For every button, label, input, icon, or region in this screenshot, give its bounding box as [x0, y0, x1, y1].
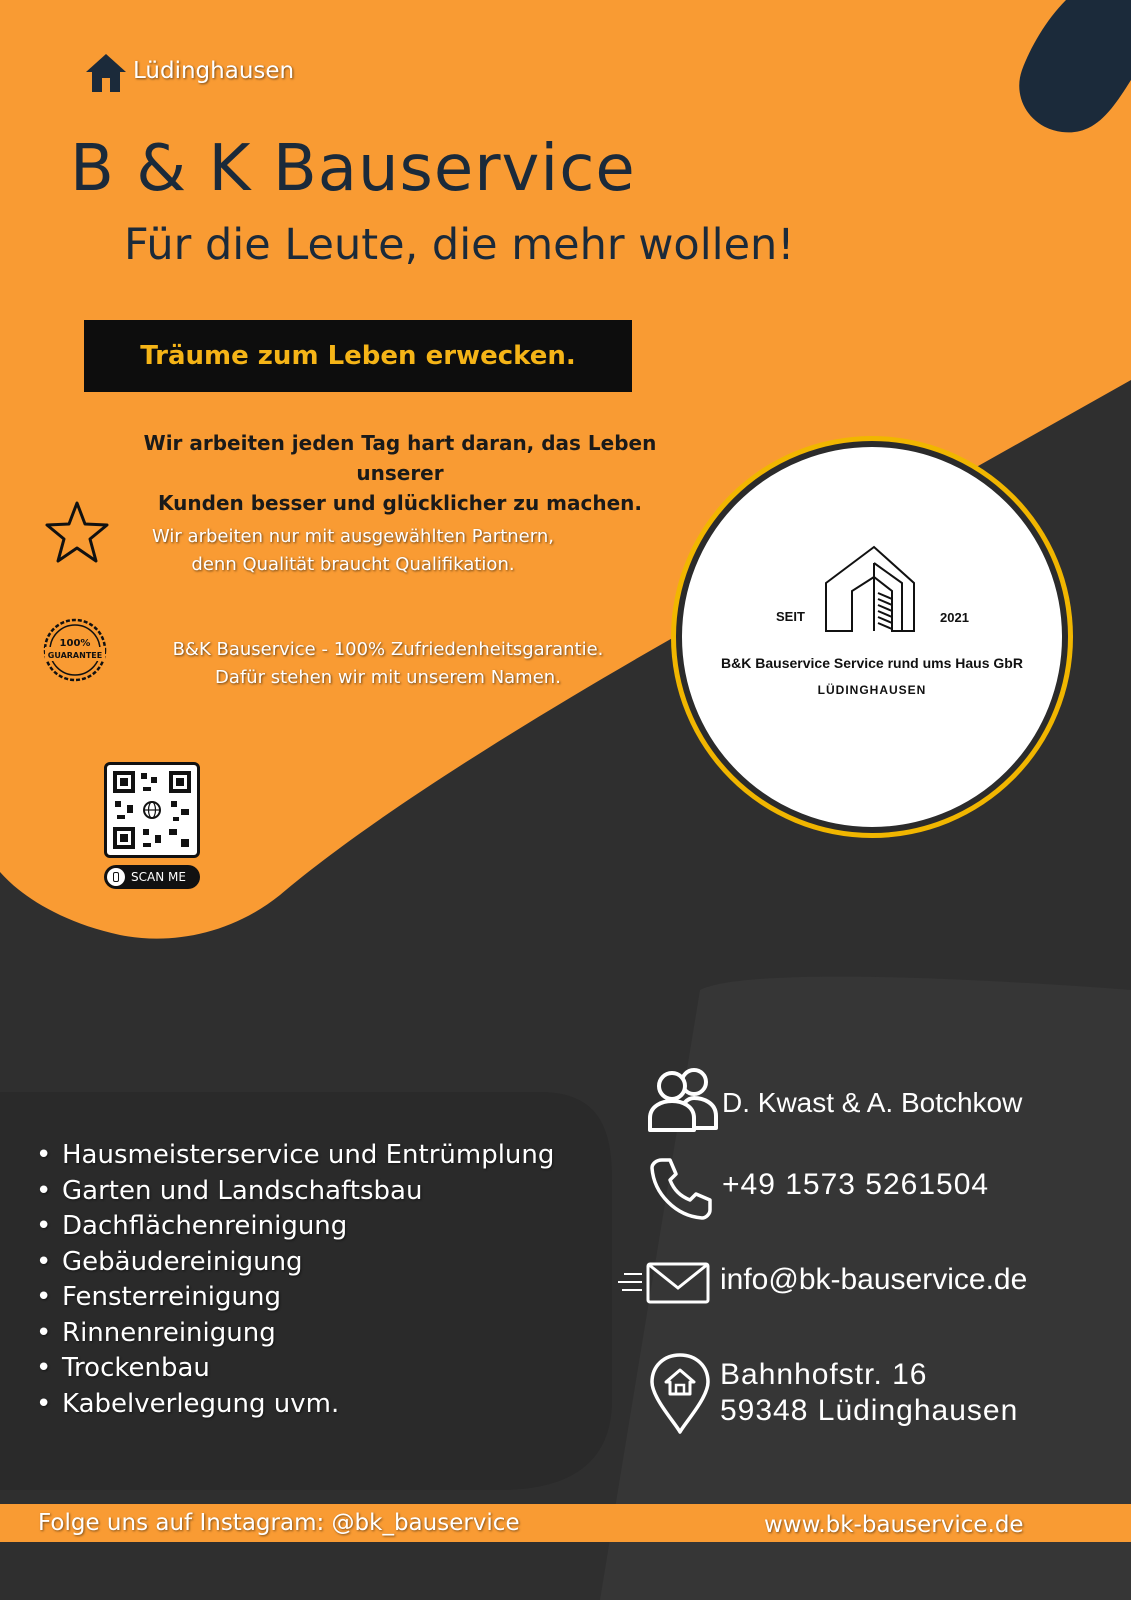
- contact-email[interactable]: info@bk-bauservice.de: [720, 1263, 1028, 1296]
- qr-code-pattern: [107, 765, 197, 855]
- location-pin-icon: [648, 1352, 712, 1436]
- feature-partners: [118, 523, 588, 579]
- guarantee-badge-icon: [42, 617, 108, 683]
- star-icon: [44, 500, 110, 564]
- bullet-icon: •: [36, 1282, 52, 1312]
- page-subtitle: Für die Leute, die mehr wollen!: [124, 220, 795, 270]
- badge-top-text: 100%: [59, 638, 91, 649]
- email-icon: [618, 1262, 712, 1304]
- service-label: Kabelverlegung uvm.: [62, 1388, 340, 1419]
- people-icon: [646, 1066, 720, 1132]
- services-list: [36, 1138, 554, 1422]
- feature-guarantee-line-2: Dafür stehen wir mit unserem Namen.: [215, 667, 561, 688]
- home-icon: [84, 52, 128, 94]
- service-label: Rinnenreinigung: [62, 1317, 276, 1348]
- address-city: 59348 Lüdinghausen: [720, 1394, 1019, 1427]
- scan-me-text: SCAN ME: [131, 870, 186, 884]
- bullet-icon: •: [36, 1246, 52, 1277]
- seal-since: SEIT: [776, 609, 805, 624]
- feature-partners-line-2: denn Qualität braucht Qualifikation.: [191, 554, 515, 575]
- address-street: Bahnhofstr. 16: [720, 1358, 928, 1391]
- slogan-text: Träume zum Leben erwecken.: [140, 341, 576, 371]
- slogan-banner: [84, 320, 632, 392]
- scan-me-label: [104, 865, 200, 889]
- contact-names: D. Kwast & A. Botchkow: [722, 1087, 1023, 1118]
- service-label: Dachflächenreinigung: [62, 1211, 348, 1241]
- list-item: [36, 1174, 554, 1210]
- list-item: [36, 1387, 554, 1423]
- seal-city: LÜDINGHAUSEN: [817, 683, 927, 697]
- location-label: Lüdinghausen: [133, 58, 295, 84]
- page-title: B & K Bauservice: [70, 132, 636, 206]
- feature-guarantee-line-1: B&K Bauservice - 100% Zufriedenheitsgarantie.: [172, 639, 604, 660]
- service-label: Fensterreinigung: [62, 1282, 281, 1312]
- list-item: [36, 1209, 554, 1245]
- list-item: [36, 1316, 554, 1352]
- bullet-icon: •: [36, 1175, 52, 1206]
- phone-scan-icon: [107, 868, 125, 886]
- intro-line-1: Wir arbeiten jeden Tag hart daran, das Leben unserer: [143, 431, 657, 485]
- contact-phone[interactable]: +49 1573 5261504: [722, 1168, 990, 1201]
- feature-guarantee: [118, 636, 658, 692]
- instagram-link[interactable]: Folge uns auf Instagram: @bk_bauservice: [38, 1510, 520, 1536]
- website-link[interactable]: www.bk-bauservice.de: [764, 1512, 1024, 1538]
- service-label: Gebäudereinigung: [62, 1246, 303, 1277]
- feature-partners-line-1: Wir arbeiten nur mit ausgewählten Partnern,: [152, 526, 554, 547]
- service-label: Garten und Landschaftsbau: [62, 1175, 423, 1206]
- bullet-icon: •: [36, 1317, 52, 1348]
- list-item: [36, 1138, 554, 1174]
- contact-address: [720, 1357, 1018, 1429]
- list-item: [36, 1280, 554, 1316]
- company-seal: [676, 441, 1068, 833]
- seal-company-name: B&K Bauservice Service rund ums Haus GbR: [721, 655, 1023, 671]
- badge-bottom-text: GUARANTEE: [47, 651, 103, 660]
- list-item: [36, 1245, 554, 1281]
- qr-code[interactable]: [104, 762, 200, 858]
- bullet-icon: •: [36, 1388, 52, 1419]
- bullet-icon: •: [36, 1211, 52, 1241]
- bullet-icon: •: [36, 1353, 52, 1383]
- bullet-icon: •: [36, 1140, 52, 1170]
- phone-icon: [648, 1156, 712, 1220]
- service-label: Hausmeisterservice und Entrümplung: [62, 1140, 555, 1170]
- intro-line-2: Kunden besser und glücklicher zu machen.: [158, 491, 642, 515]
- intro-text: [100, 428, 700, 518]
- list-item: [36, 1351, 554, 1387]
- service-label: Trockenbau: [62, 1353, 210, 1383]
- seal-year: 2021: [940, 610, 969, 625]
- house-logo-icon: [822, 543, 922, 633]
